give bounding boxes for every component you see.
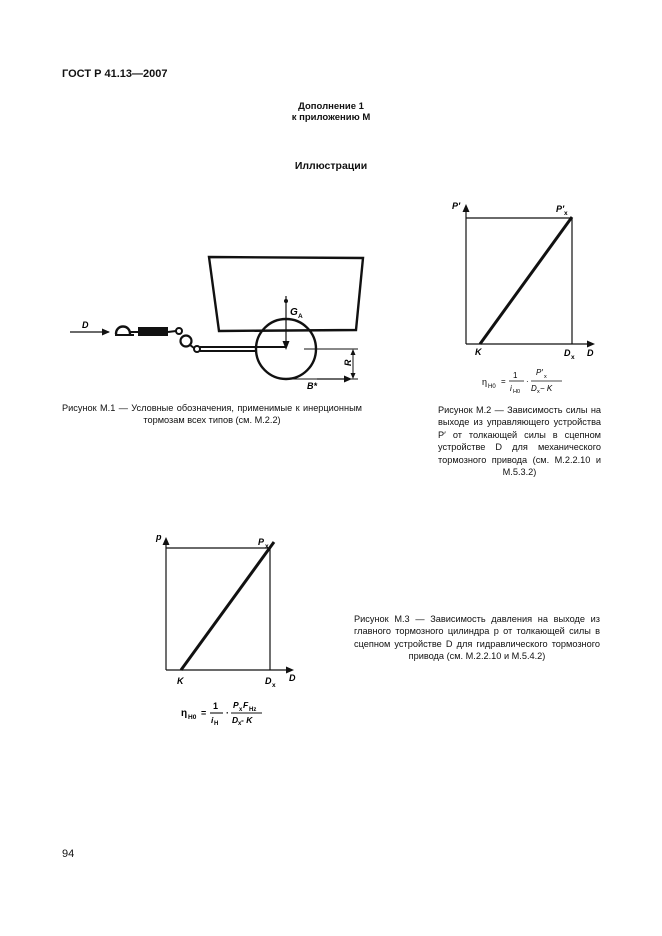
coupling-rod-2 — [168, 331, 176, 332]
force-g-arrowhead — [283, 341, 290, 350]
point-dx-label: D — [564, 348, 571, 358]
label-g-sub: A — [298, 313, 303, 320]
formula-i: i — [211, 715, 214, 725]
formula-eq: = — [501, 377, 506, 386]
force-b-arrowhead — [344, 376, 352, 383]
point-k-label: K — [177, 676, 184, 686]
characteristic-line — [480, 217, 572, 344]
y-axis-label: P′ — [452, 201, 461, 211]
formula-num: P′ — [536, 368, 543, 377]
document-header: ГОСТ Р 41.13—2007 — [62, 68, 168, 80]
x-axis-label: D — [289, 673, 296, 683]
formula-num2-sub: Hz — [249, 707, 257, 713]
formula-num-sub: x — [239, 707, 243, 713]
formula-i: i — [510, 384, 512, 393]
formula-den-sub: x — [537, 389, 540, 395]
formula-m3 — [181, 700, 262, 727]
formula-num-sub: x — [544, 374, 547, 380]
figure-m1-diagram — [60, 248, 370, 398]
radius-arrow-bottom — [351, 373, 356, 379]
label-r: R — [343, 359, 353, 366]
figure-m3-chart — [150, 528, 310, 728]
formula-dot: · — [226, 708, 229, 718]
point-dx-label: D — [265, 676, 272, 686]
formula-den-rest: − K — [540, 384, 553, 393]
point-dx-sub: x — [272, 682, 276, 689]
point-px-label: P — [258, 537, 265, 547]
formula-dot: · — [526, 377, 529, 386]
coupling-head — [116, 327, 130, 335]
formula-eta: η — [181, 708, 188, 719]
figure-m1-caption: Рисунок М.1 — Условные обозначения, применимые к инерционным тормозам всех типов (см. М.2.2) — [62, 403, 362, 426]
characteristic-line — [181, 542, 274, 670]
pivot-joint — [176, 328, 182, 334]
formula-i-sub: H — [214, 721, 219, 727]
section-title: Иллюстрации — [294, 160, 368, 172]
figure-m2-chart — [448, 194, 608, 399]
formula-eta-sub: H0 — [488, 384, 496, 390]
label-d: D — [82, 320, 89, 330]
rod-end-joint — [194, 346, 200, 352]
figure-m2-caption: Рисунок М.2 — Зависимость силы на выходе из управляющего устройства P′ от толкающей силы в сцепном устройстве D для механического тормозного привода (см. М.2.2.10 и М.5.3.2) — [438, 405, 601, 478]
formula-den-rest: - K — [241, 715, 253, 725]
page-number: 94 — [62, 848, 75, 860]
label-g: G — [290, 307, 298, 318]
x-axis-arrow — [587, 341, 595, 348]
formula-one: 1 — [213, 701, 219, 711]
formula-i-sub: H0 — [513, 389, 521, 395]
annex-title: к приложению М — [291, 112, 371, 123]
formula-num2: F — [243, 700, 249, 710]
point-dx-sub: x — [571, 354, 575, 361]
point-px-sub: x — [265, 543, 269, 550]
x-axis-label: D — [587, 348, 594, 358]
formula-eta-sub: H0 — [188, 714, 197, 721]
y-axis-label: p — [156, 532, 162, 542]
point-px-sub: x — [564, 210, 568, 217]
supplement-title: Дополнение 1 — [298, 101, 364, 112]
point-k-label: K — [475, 347, 482, 357]
point-px-label: P′ — [556, 204, 565, 214]
formula-eta: η — [482, 377, 488, 387]
y-axis-arrow — [463, 204, 470, 212]
figure-m3-caption: Рисунок М.3 — Зависимость давления на выходе из главного тормозного цилиндра p от толкающей силы в сцепном устройстве D для гидравлического тормозного привода (см. М.2.2.10 и М.5.4.2) — [354, 614, 600, 662]
label-b: B* — [307, 381, 318, 391]
radius-arrow-top — [351, 349, 356, 355]
y-axis-arrow — [163, 537, 170, 545]
force-d-arrowhead — [102, 329, 110, 336]
formula-eq: = — [201, 708, 207, 718]
formula-num: P — [233, 700, 239, 710]
force-g-origin — [284, 299, 288, 303]
lever-joint — [181, 336, 192, 347]
formula-den-sub: x — [238, 721, 242, 727]
formula-one: 1 — [513, 371, 518, 380]
damper-spring — [138, 327, 168, 336]
formula-den: D — [232, 715, 239, 725]
formula-den: D — [531, 384, 537, 393]
formula-m2 — [482, 368, 562, 395]
